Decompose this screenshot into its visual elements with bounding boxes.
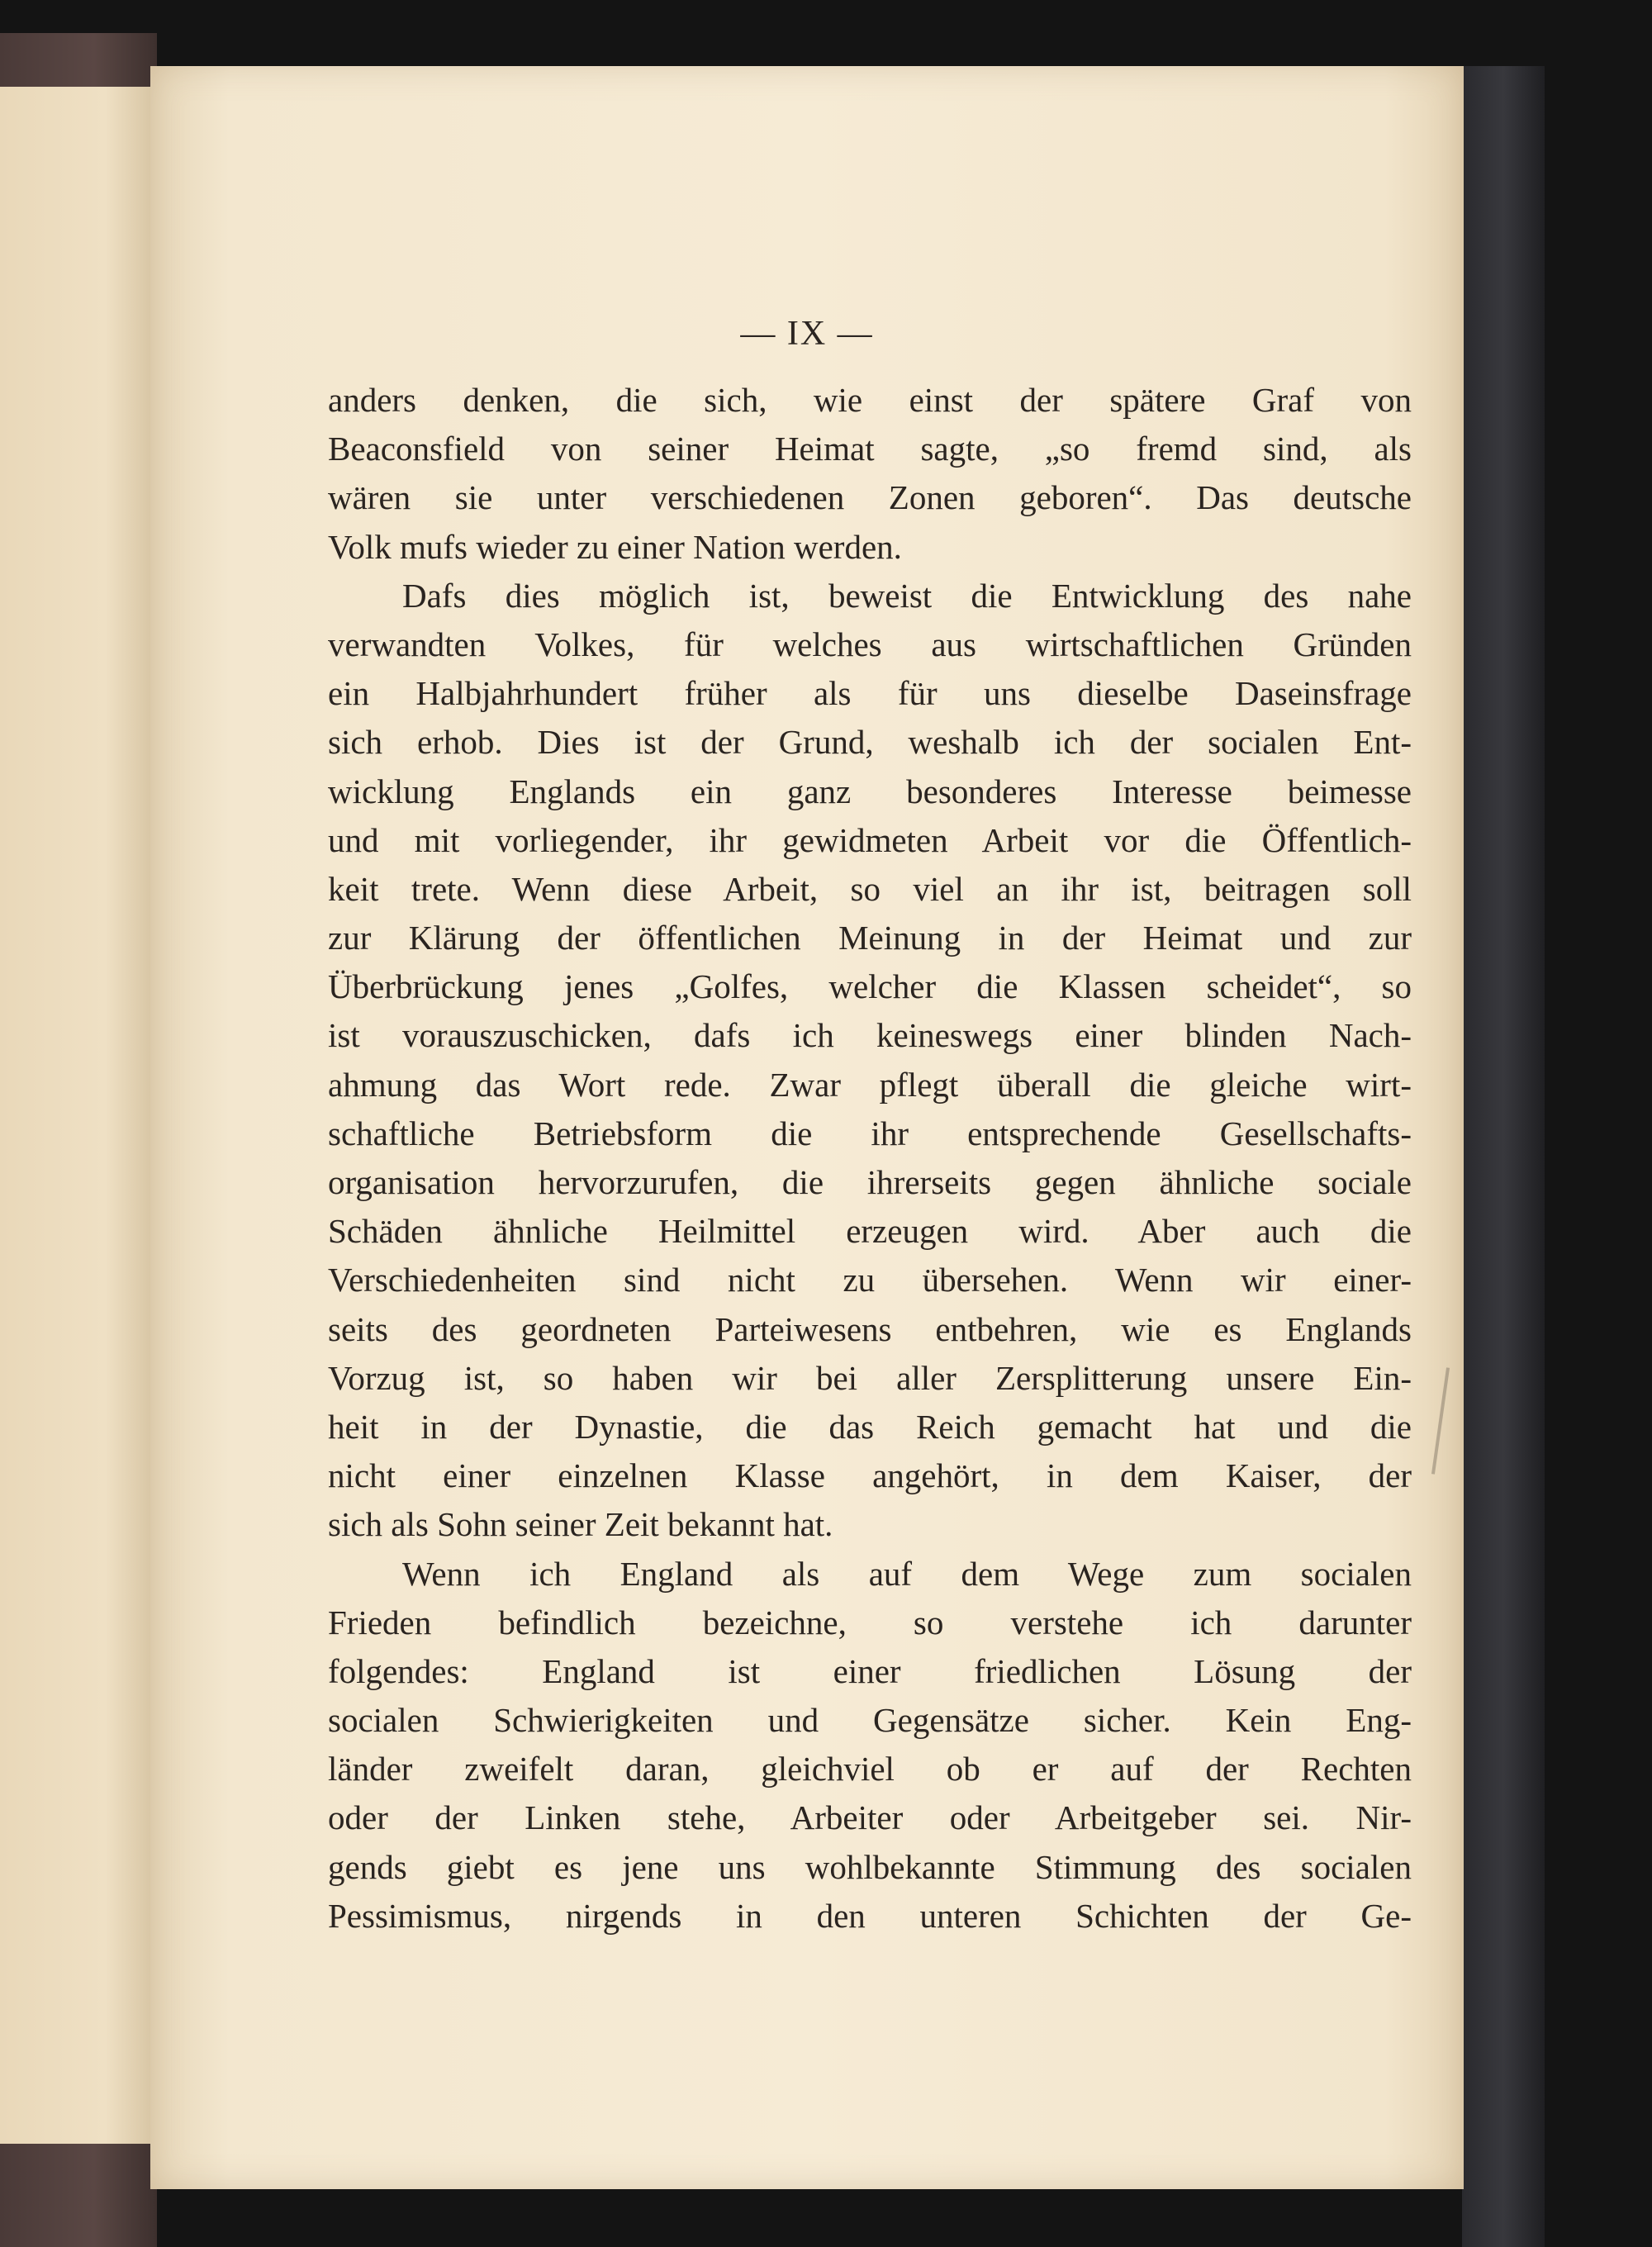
page-number: — IX —: [740, 315, 874, 353]
text-line: wicklung Englands ein ganz besonderes Interesse beimesse: [328, 772, 1412, 810]
text-line: verwandten Volkes, für welches aus wirtschaftlichen Gründen: [328, 625, 1412, 663]
text-line: folgendes: England ist einer friedlichen Lösung der: [328, 1651, 1412, 1690]
text-line: wären sie unter verschiedenen Zonen geboren“. Das deutsche: [328, 478, 1412, 517]
text-line: ahmung das Wort rede. Zwar pflegt überall die gleiche wirt-: [328, 1065, 1412, 1104]
text-line: nicht einer einzelnen Klasse angehört, in dem Kaiser, der: [328, 1456, 1412, 1495]
text-line: länder zweifelt daran, gleichviel ob er auf der Rechten: [328, 1750, 1412, 1789]
text-line: oder der Linken stehe, Arbeiter oder Arbeitgeber sei. Nir-: [328, 1798, 1412, 1837]
text-line: Wenn ich England als auf dem Wege zum socialen: [402, 1554, 1412, 1593]
text-line: seits des geordneten Parteiwesens entbehren, wie es Englands: [328, 1309, 1412, 1348]
text-line: Dafs dies möglich ist, beweist die Entwicklung des nahe: [402, 576, 1412, 615]
text-line: Schäden ähnliche Heilmittel erzeugen wird. Aber auch die: [328, 1212, 1412, 1251]
text-line: keit trete. Wenn diese Arbeit, so viel an ihr ist, beitragen soll: [328, 869, 1412, 908]
text-line: Volk mufs wieder zu einer Nation werden.: [328, 527, 902, 566]
text-line: heit in der Dynastie, die das Reich gemacht hat und die: [328, 1407, 1412, 1446]
text-line: ein Halbjahrhundert früher als für uns dieselbe Daseinsfrage: [328, 674, 1412, 713]
text-line: Beaconsfield von seiner Heimat sagte, „so fremd sind, als: [328, 430, 1412, 468]
body-text: [328, 376, 1412, 1941]
text-line: zur Klärung der öffentlichen Meinung in der Heimat und zur: [328, 919, 1412, 957]
text-line: sich erhob. Dies ist der Grund, weshalb ich der socialen Ent-: [328, 723, 1412, 762]
book-board-right: [1462, 66, 1545, 2247]
text-line: gends giebt es jene uns wohlbekannte Stimmung des socialen: [328, 1847, 1412, 1886]
text-line: schaftliche Betriebsform die ihr entsprechende Gesellschafts-: [328, 1114, 1412, 1152]
text-line: Überbrückung jenes „Golfes, welcher die Klassen scheidet“, so: [328, 967, 1412, 1006]
pencil-mark: [1431, 1367, 1450, 1474]
text-line: und mit vorliegender, ihr gewidmeten Arbeit vor die Öffentlich-: [328, 820, 1412, 859]
text-line: Verschiedenheiten sind nicht zu übersehen. Wenn wir einer-: [328, 1261, 1412, 1299]
left-page-edge: [0, 87, 152, 2144]
text-line: socialen Schwierigkeiten und Gegensätze sicher. Kein Eng-: [328, 1701, 1412, 1740]
text-line: Vorzug ist, so haben wir bei aller Zersplitterung unsere Ein-: [328, 1358, 1412, 1397]
text-line: sich als Sohn seiner Zeit bekannt hat.: [328, 1505, 833, 1544]
text-line: organisation hervorzurufen, die ihrerseits gegen ähnliche sociale: [328, 1163, 1412, 1201]
text-line: Frieden befindlich bezeichne, so verstehe ich darunter: [328, 1603, 1412, 1641]
text-line: anders denken, die sich, wie einst der spätere Graf von: [328, 381, 1412, 419]
text-line: Pessimismus, nirgends in den unteren Schichten der Ge-: [328, 1896, 1412, 1935]
book-page: [150, 66, 1464, 2189]
text-line: ist vorauszuschicken, dafs ich keineswegs einer blinden Nach-: [328, 1016, 1412, 1055]
